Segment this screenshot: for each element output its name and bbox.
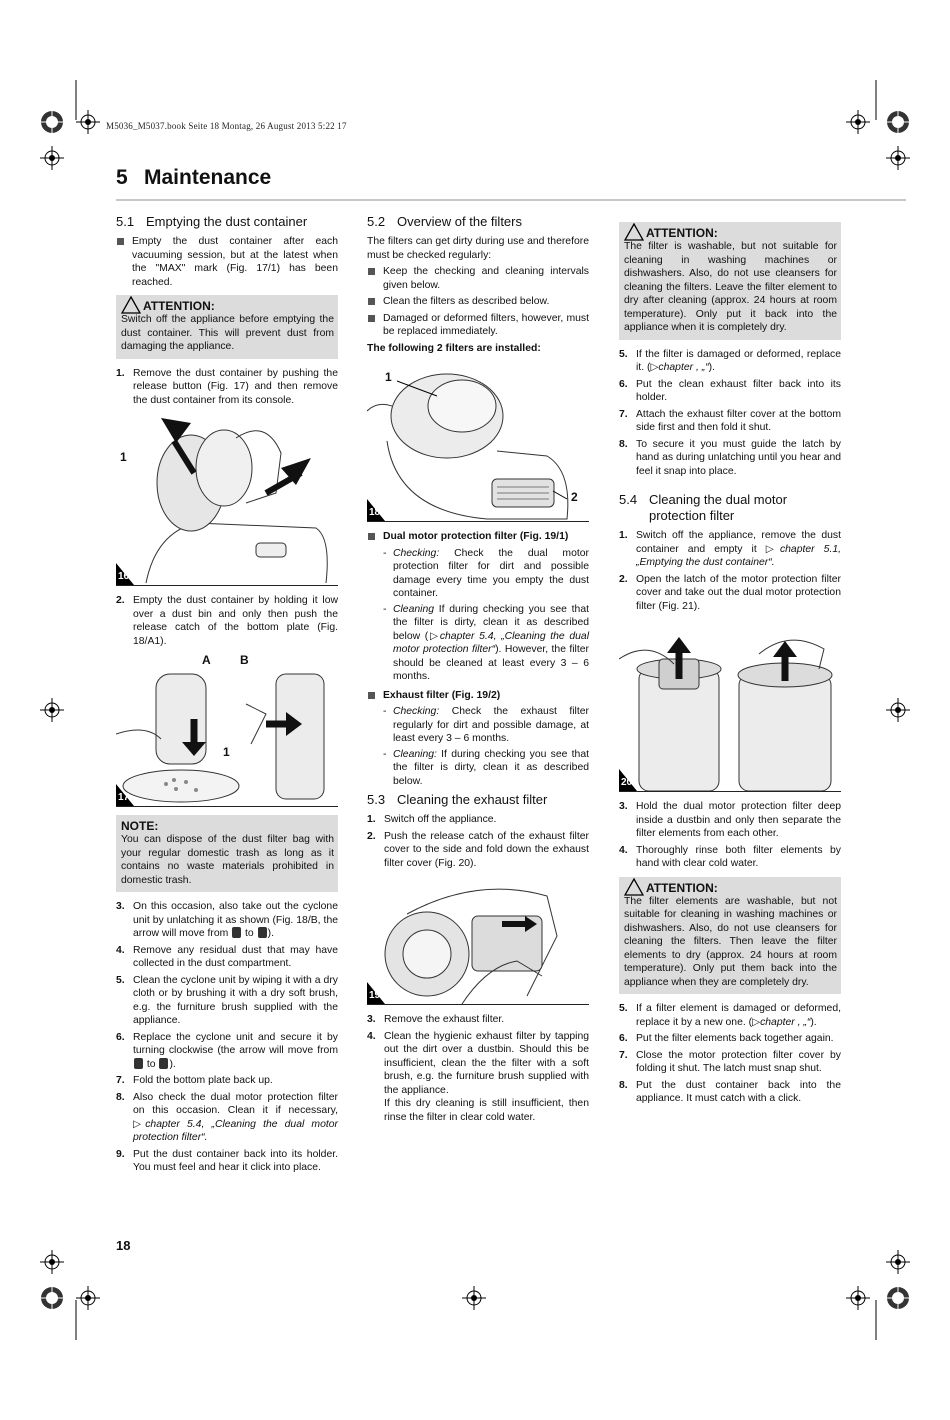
step-item: 8. Also check the dual motor protection filter on this occasion. Clean it if necessary, ▷chapter 5.4, „Cleaning the dual motor protection filter“.	[116, 1091, 338, 1143]
chapter-title	[116, 166, 271, 190]
registration-mark-icon	[886, 1286, 910, 1310]
warning-triangle-icon	[624, 223, 644, 241]
attention-title: ATTENTION:	[624, 881, 837, 895]
lock-closed-icon	[134, 1058, 143, 1069]
attention-box	[116, 295, 338, 359]
figure-17	[116, 654, 338, 807]
attention-text: The filter is washable, but not suitable for cleaning in washing machines or dishwashers. Also, do not use cleansers for cleaning the filters. Leave the filter element to dry after cleaning (approx. 24 hours at room temperature). Only put it back into the appliance when it is completely dry.	[624, 241, 837, 333]
note-text: You can dispose of the dust filter bag with your regular domestic trash as long as it contains no waste materials prohibited in domestic trash.	[121, 834, 334, 886]
figure-19	[367, 876, 589, 1005]
figure-19-illustration	[367, 876, 589, 1004]
step-item: 2. Open the latch of the motor protection filter cover and take out the dual motor protection filter (Fig. 21).	[619, 573, 841, 612]
section-heading-5-3: 5.3 Cleaning the exhaust filter	[367, 792, 548, 807]
figure-16-number: 16	[118, 570, 130, 582]
step-item: 2. Push the release catch of the exhaust filter cover to the side and fold down the exhaust filter cover (Fig. 20).	[367, 830, 589, 869]
paragraph: The filters can get dirty during use and therefore must be checked regularly:	[367, 236, 589, 261]
step-item: 1. Switch off the appliance.	[367, 814, 497, 825]
sub-item: - Checking: Check the exhaust filter regularly for dirt and possible damage, at least every 3 – 6 months.	[383, 706, 589, 744]
section-heading-5-4: 5.4 Cleaning the dual motor protection filter	[619, 492, 788, 523]
crosshair-icon	[886, 698, 910, 722]
note-title: NOTE:	[121, 819, 159, 833]
figure-17-number: 17	[118, 791, 130, 803]
figure-18-label-2: 2	[571, 490, 578, 504]
crosshair-icon	[76, 110, 100, 134]
filter-heading: Exhaust filter (Fig. 19/2)	[367, 689, 589, 703]
step-item: 7. Attach the exhaust filter cover at the bottom side first and then fold it shut.	[619, 408, 841, 433]
chapter-reference-link[interactable]: ▷chapter 5.4, „Cleaning the dual motor protection filter“	[393, 630, 590, 655]
crosshair-icon	[886, 146, 910, 170]
step-item: 4. Clean the hygienic exhaust filter by tapping out the dirt over a dustbin. Should this be insufficient, clean the the filter with a soft brush, e.g. the furniture brush supplied with the appliance. If this dry cleaning is still insufficient, then rinse the filter in clear cold water.	[367, 1030, 589, 1123]
paragraph-bold: The following 2 filters are installed:	[367, 342, 541, 354]
header-rule	[116, 199, 906, 201]
figure-18-label-1: 1	[385, 370, 392, 384]
step-item: 4. Thoroughly rinse both filter elements by hand with clear cold water.	[619, 844, 841, 869]
attention-box	[619, 877, 841, 995]
step-item: 6. Put the clean exhaust filter back into its holder.	[619, 378, 841, 403]
note-box	[116, 815, 338, 892]
crosshair-icon	[40, 698, 64, 722]
registration-mark-icon	[886, 110, 910, 134]
crosshair-icon	[40, 1250, 64, 1274]
step-item: 5. Clean the cyclone unit by wiping it with a dry cloth or by brushing it with a dry soft brush, e.g. the furniture brush supplied with the appliance.	[116, 974, 338, 1026]
warning-triangle-icon	[624, 878, 644, 896]
step-item: 2. Empty the dust container by holding it low over a dust bin and only then push the release catch of the bottom plate (Fig. 18/A1).	[116, 595, 338, 647]
chapter-number: 5	[116, 166, 128, 189]
lock-open-icon	[159, 1058, 168, 1069]
step-item: 7. Close the motor protection filter cover by folding it shut. The latch must snap shut.	[619, 1049, 841, 1074]
crosshair-icon	[40, 146, 64, 170]
bullet-item: Damaged or deformed filters, however, must be replaced immediately.	[367, 312, 589, 339]
figure-17-label-b: B	[240, 654, 249, 667]
registration-mark-icon	[40, 110, 64, 134]
crosshair-icon	[462, 1286, 486, 1310]
bullet-item: Empty the dust container after each vacuuming session, but at the latest when the "MAX" mark (Fig. 17/1) has been reached.	[116, 235, 338, 289]
crosshair-icon	[846, 1286, 870, 1310]
step-item: 7. Fold the bottom plate back up.	[116, 1075, 273, 1086]
step-item: 5. If a filter element is damaged or deformed, replace it by a new one. (▷chapter , „“).	[619, 1003, 841, 1028]
section-heading-5-1: 5.1 Emptying the dust container	[116, 214, 308, 229]
attention-title: ATTENTION:	[624, 226, 837, 240]
attention-text: Switch off the appliance before emptying the dust container. This will prevent dust from damaging the appliance.	[121, 314, 334, 352]
page-number: 18	[116, 1238, 131, 1253]
figure-19-number: 19	[369, 989, 381, 1001]
figure-17-label-a: A	[202, 654, 211, 667]
step-item: 3. Hold the dual motor protection filter deep inside a dustbin and only then separate the filter elements from each other.	[619, 801, 841, 839]
figure-18-illustration	[367, 361, 589, 521]
lock-open-icon	[232, 927, 241, 938]
crosshair-icon	[76, 1286, 100, 1310]
step-item: 8. Put the dust container back into the appliance. It must catch with a click.	[619, 1079, 841, 1104]
crosshair-icon	[846, 110, 870, 134]
figure-18-number: 18	[369, 506, 381, 518]
page-info-header: M5036_M5037.book Seite 18 Montag, 26 August 2013 5:22 17	[106, 121, 347, 131]
chapter-reference-link[interactable]: ▷chapter , „“	[650, 362, 709, 373]
attention-text: The filter elements are washable, but not suitable for cleaning in washing machines or dishwashers. Also, do not use cleansers for cleaning the filters. Then leave the filter elements to dry (approx. 24 hours at room temperature). Only put them back into the appliance when they are completely dry.	[624, 895, 837, 988]
attention-title: ATTENTION:	[121, 299, 334, 313]
filter-heading: Dual motor protection filter (Fig. 19/1)	[367, 530, 589, 544]
warning-triangle-icon	[121, 296, 141, 314]
section-heading-5-2: 5.2 Overview of the filters	[367, 214, 522, 229]
step-item: 3. Remove the exhaust filter.	[367, 1014, 505, 1025]
step-item: 6. Put the filter elements back together again.	[619, 1033, 834, 1044]
figure-16-label: 1	[120, 450, 127, 464]
sub-item: - Cleaning: If during checking you see that the filter is dirty, clean it as described below.	[383, 748, 589, 787]
step-item: 1. Switch off the appliance, remove the dust container and empty it ▷chapter 5.1, „Emptying the dust container“.	[619, 530, 841, 568]
step-item: 6. Replace the cyclone unit and secure it by turning clockwise (the arrow will move from to ).	[116, 1031, 338, 1070]
step-item: 5. If the filter is damaged or deformed, replace it. (▷chapter , „“).	[619, 348, 841, 373]
chapter-reference-link[interactable]: ▷chapter 5.4, „Cleaning the dual motor protection filter“.	[133, 1118, 338, 1143]
figure-20	[619, 619, 841, 792]
step-item: 4. Remove any residual dust that may have collected in the dust compartment.	[116, 944, 338, 969]
sub-item: - Cleaning If during checking you see that the filter is dirty, clean it as described below (▷chapter 5.4, „Cleaning the dual motor protection filter“). However, the filter should be cleaned at least every 3 – 6 months.	[383, 603, 590, 682]
step-item: 8. To secure it you must guide the latch by hand as during unlatching until you hear and feel it snap into place.	[619, 438, 841, 477]
figure-16-illustration	[116, 413, 338, 585]
chapter-reference-link[interactable]: ▷chapter 5.1, „Emptying the dust container“.	[636, 543, 841, 568]
figure-17-illustration	[116, 654, 338, 806]
crosshair-icon	[886, 1250, 910, 1274]
column-2	[367, 214, 589, 1127]
figure-17-label-1: 1	[223, 745, 230, 759]
column-3	[619, 214, 841, 1109]
figure-20-illustration	[619, 619, 841, 791]
lock-closed-icon	[258, 927, 267, 938]
registration-mark-icon	[40, 1286, 64, 1310]
chapter-reference-link[interactable]: ▷chapter , „“	[752, 1016, 811, 1028]
figure-20-number: 20	[621, 776, 633, 788]
sub-item: - Checking: Check the dual motor protection filter for dirt and possible damage every time you empty the dust container.	[383, 547, 589, 599]
column-1	[116, 214, 338, 1178]
step-item: 1. Remove the dust container by pushing the release button (Fig. 17) and then remove the dust container from its console.	[116, 367, 338, 406]
figure-16	[116, 413, 338, 586]
step-item: 9. Put the dust container back into its holder. You must feel and hear it click into place.	[116, 1148, 338, 1173]
bullet-item: Keep the checking and cleaning intervals given below.	[367, 265, 589, 292]
attention-box	[619, 222, 841, 340]
bullet-item: Clean the filters as described below.	[367, 295, 589, 309]
step-item: 3. On this occasion, also take out the cyclone unit by unlatching it as shown (Fig. 18/B, the arrow will move from to ).	[116, 901, 338, 939]
figure-18	[367, 361, 589, 522]
chapter-title-text: Maintenance	[144, 166, 272, 189]
